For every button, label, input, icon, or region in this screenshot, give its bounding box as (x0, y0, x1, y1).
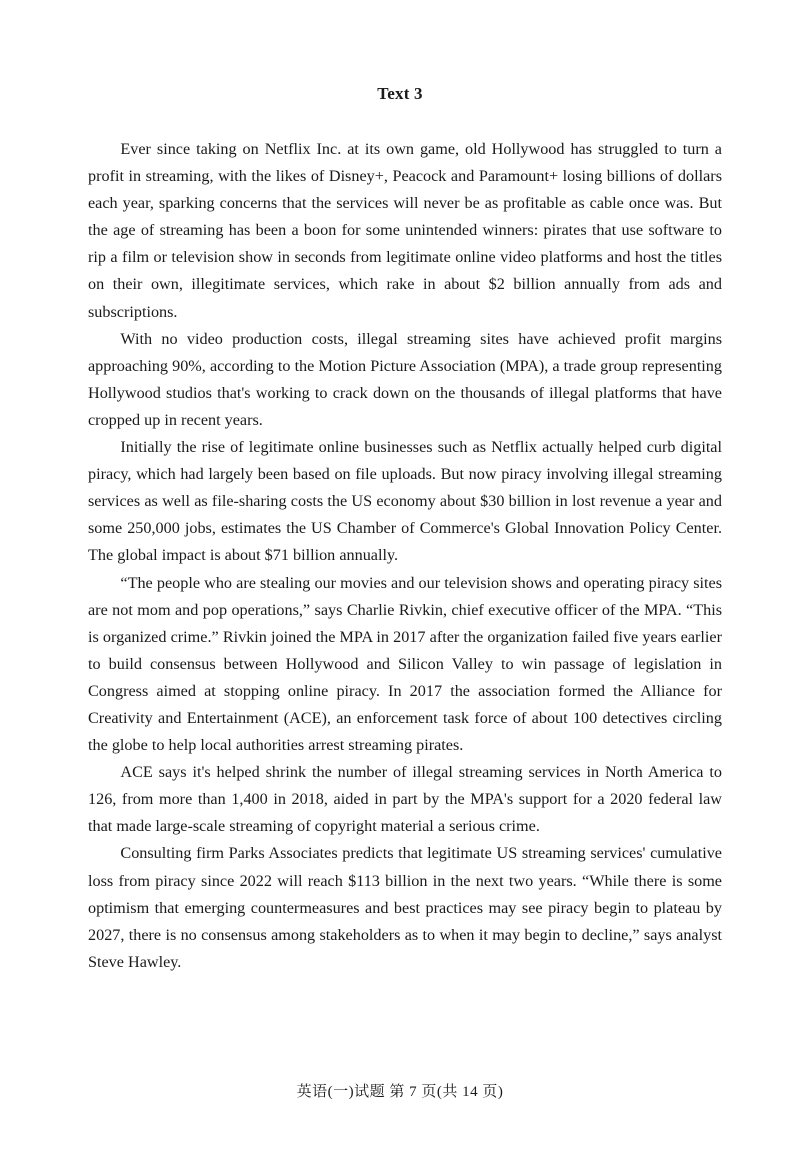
page-footer: 英语(一)试题 第 7 页(共 14 页) (296, 1084, 504, 1100)
article-body (88, 136, 722, 976)
paragraph-3: Initially the rise of legitimate online businesses such as Netflix actually helped curb digital piracy, which had largely been based on file uploads. But now piracy involving illegal streaming services as well as file-sharing costs the US economy about $30 billion in lost revenue a year and some 250,000 jobs, estimates the US Chamber of Commerce's Global Innovation Policy Center. The global impact is about $71 billion annually. (88, 438, 722, 565)
paragraph-4: “The people who are stealing our movies and our television shows and operating piracy sites are not mom and pop operations,” says Charlie Rivkin, chief executive officer of the MPA. “This is organized crime.” Rivkin joined the MPA in 2017 after the organization failed five years earlier to build consensus between Hollywood and Silicon Valley to win passage of legislation in Congress aimed at stopping online piracy. In 2017 the association formed the Alliance for Creativity and Entertainment (ACE), an enforcement task force of about 100 detectives circling the globe to help local authorities arrest streaming pirates. (88, 573, 722, 755)
page-title: Text 3 (377, 84, 423, 103)
paragraph-1: Ever since taking on Netflix Inc. at its own game, old Hollywood has struggled to turn a profit in streaming, with the likes of Disney+, Peacock and Paramount+ losing billions of dollars each year, sparking concerns that the services will never be as profitable as cable once was. But the age of streaming has been a boon for some unintended winners: pirates that use software to rip a film or television show in seconds from legitimate online video platforms and host the titles on their own, illegitimate services, which rake in about $2 billion annually from ads and subscriptions. (88, 140, 722, 321)
paragraph-6: Consulting firm Parks Associates predicts that legitimate US streaming services' cumulative loss from piracy since 2022 will reach $113 billion in the next two years. “While there is some optimism that emerging countermeasures and best practices may see piracy begin to plateau by 2027, there is no consensus among stakeholders as to when it may begin to decline,” says analyst Steve Hawley. (88, 844, 722, 971)
paragraph-5: ACE says it's helped shrink the number of illegal streaming services in North America to 126, from more than 1,400 in 2018, aided in part by the MPA's support for a 2020 federal law that made large-scale streaming of copyright material a serious crime. (88, 763, 722, 836)
paragraph-2: With no video production costs, illegal streaming sites have achieved profit margins approaching 90%, according to the Motion Picture Association (MPA), a trade group representing Hollywood studios that's working to crack down on the thousands of illegal platforms that have cropped up in recent years. (88, 329, 722, 429)
